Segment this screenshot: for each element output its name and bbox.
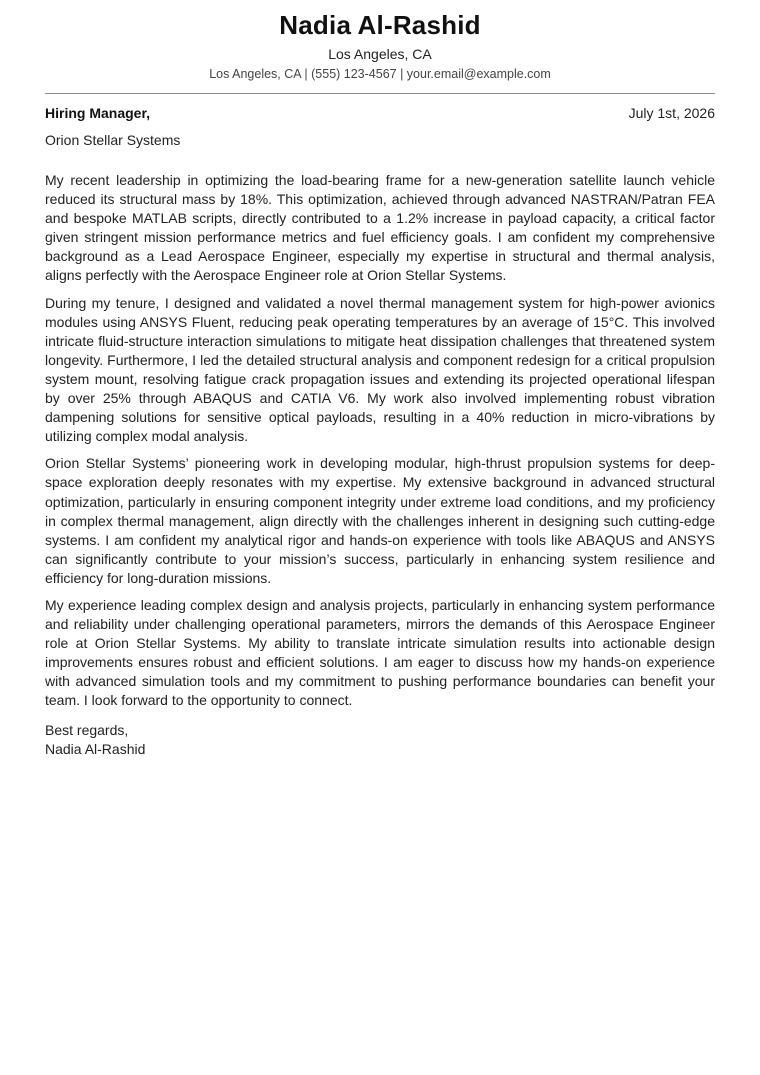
salutation-row: [45, 104, 715, 122]
applicant-name: Nadia Al-Rashid: [279, 10, 481, 40]
company-name: Orion Stellar Systems: [45, 132, 181, 148]
cover-letter-page: [45, 0, 715, 759]
applicant-city: Los Angeles, CA: [328, 46, 432, 62]
body-paragraph: My recent leadership in optimizing the load-bearing frame for a new-generation satellite launch vehicle reduced its structural mass by 18%. This optimization, achieved through advanced NASTRAN/Patran FEA and bespoke MATLAB scripts, directly contributed to a 1.2% increase in payload capacity, a critical factor given stringent mission performance metrics and fuel efficiency goals. I am confident my comprehensive background as a Lead Aerospace Engineer, especially my expertise in structural and thermal analysis, aligns perfectly with the Aerospace Engineer role at Orion Stellar Systems.: [45, 172, 715, 284]
signoff: [45, 721, 715, 759]
body-paragraph: My experience leading complex design and analysis projects, particularly in enhancing system performance and reliability under challenging operational parameters, mirrors the demands of this Aerospace Engineer role at Orion Stellar Systems. My ability to translate intricate simulation results into actionable design improvements ensures robust and efficient solutions. I am eager to discuss how my hands-on experience with advanced simulation tools and my commitment to pushing performance boundaries can benefit your team. I look forward to the opportunity to connect.: [45, 596, 715, 709]
body-paragraph: During my tenure, I designed and validated a novel thermal management system for high-power avionics modules using ANSYS Fluent, reducing peak operating temperatures by an average of 15°C. This involved intricate fluid-structure interaction simulations to mitigate heat dissipation challenges that threatened system longevity. Furthermore, I led the detailed structural analysis and component redesign for a critical propulsion system mount, resolving fatigue crack propagation issues and extending its projected operational lifespan by over 25% through ABAQUS and CATIA V6. My work also involved implementing robust vibration dampening solutions for sensitive optical payloads, resulting in a 40% reduction in micro-vibrations by utilizing complex modal analysis.: [45, 294, 715, 445]
letter-body: [45, 171, 715, 711]
letter-date: July 1st, 2026: [628, 105, 715, 121]
body-paragraph: Orion Stellar Systems’ pioneering work in developing modular, high-thrust propulsion systems for deep-space exploration deeply resonates with my expertise. My extensive background in advanced structural optimization, particularly in ensuring component integrity under extreme load conditions, and my proficiency in complex thermal management, align directly with the challenges inherent in designing such cutting-edge systems. I am confident my analytical rigor and hands-on experience with tools like ABAQUS and ANSYS can significantly contribute to your mission’s success, particularly in enhancing system resilience and efficiency for long-duration missions.: [45, 455, 715, 586]
closing: Best regards,: [45, 721, 129, 738]
header-divider: [45, 93, 715, 94]
signature: Nadia Al-Rashid: [45, 740, 146, 757]
contact-line: Los Angeles, CA | (555) 123-4567 | your.email@example.com: [209, 67, 551, 81]
recipient: Hiring Manager,: [45, 105, 151, 121]
